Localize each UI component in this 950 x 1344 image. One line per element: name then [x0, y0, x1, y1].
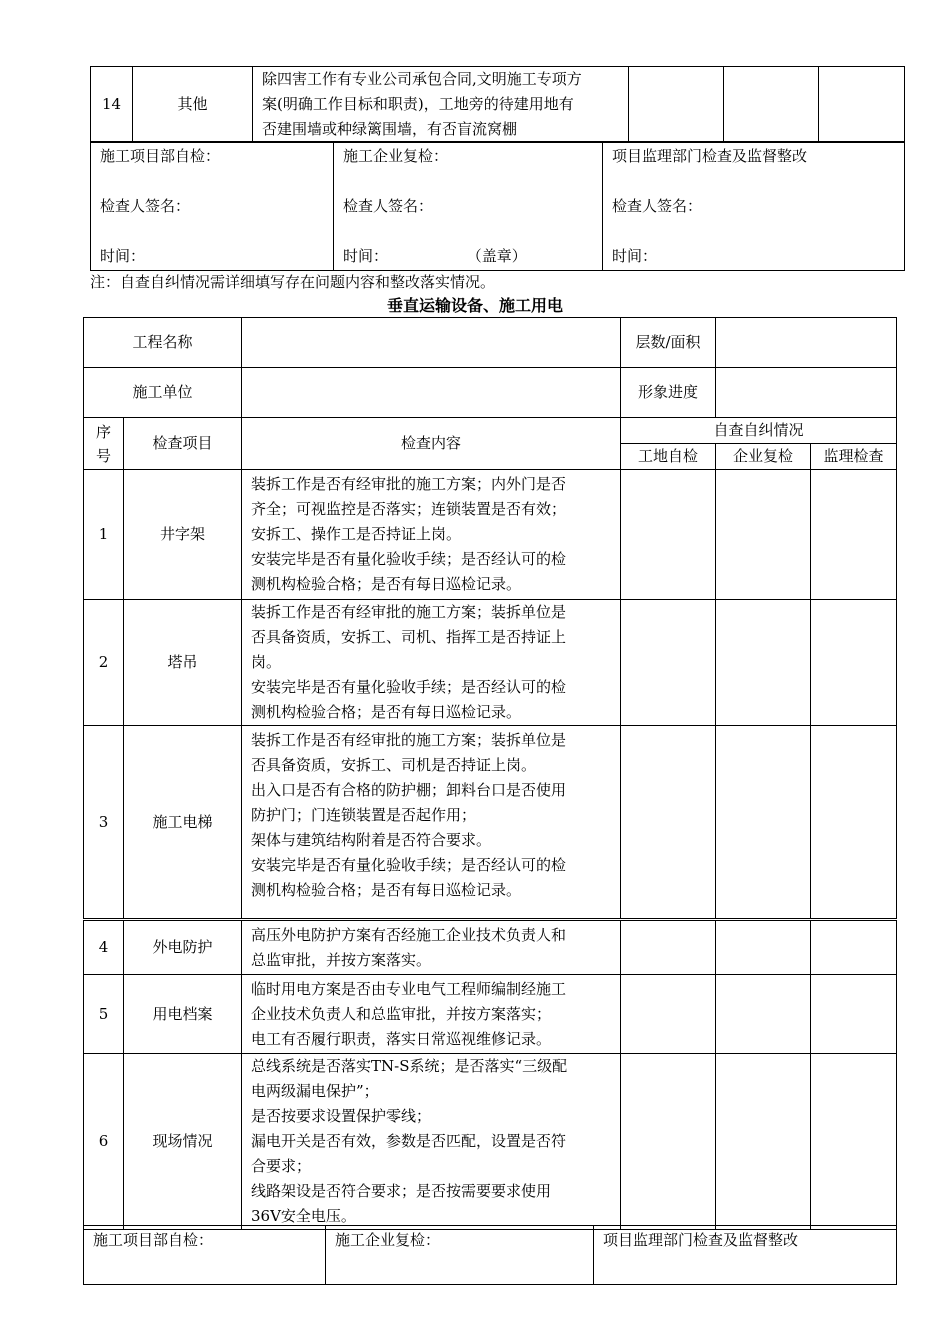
content-line: 高压外电防护方案有否经施工企业技术负责人和 [251, 925, 567, 944]
check-item: 用电档案 [124, 975, 242, 1054]
content-line: 案(明确工作目标和职责)，工地旁的待建用地有 [262, 95, 574, 113]
time-seal-row [343, 244, 593, 268]
project-name-label: 工程名称 [84, 318, 242, 368]
content-line: 防护门；门连锁装置是否起作用； [251, 806, 477, 824]
content-line: 电工有否履行职责，落实日常巡视维修记录。 [251, 1029, 552, 1048]
table-row [84, 368, 897, 418]
table-row [84, 726, 897, 920]
site-check-cell[interactable] [621, 920, 716, 975]
row-number: 5 [84, 975, 124, 1054]
content-line: 否具备资质，安拆工、司机是否持证上岗。 [251, 756, 537, 774]
site-check-cell[interactable] [621, 726, 716, 920]
supervisor-check-cell[interactable] [811, 600, 897, 726]
site-check-cell[interactable] [621, 470, 716, 600]
content-line: 电两级漏电保护”； [251, 1082, 379, 1100]
company-check-cell[interactable] [724, 67, 819, 143]
supervisor-check-cell[interactable] [811, 975, 897, 1054]
check-item: 其他 [133, 67, 253, 143]
row-number: 6 [84, 1054, 124, 1230]
construction-unit-label: 施工单位 [84, 368, 242, 418]
supervisor-check-cell[interactable] [811, 920, 897, 975]
company-recheck-label: 施工企业复检： [335, 1231, 441, 1249]
company-check-cell[interactable] [716, 470, 811, 600]
check-item: 现场情况 [124, 1054, 242, 1230]
content-line: 总监审批，并按方案落实。 [251, 950, 432, 969]
construction-unit-value[interactable] [242, 368, 621, 418]
content-line: 出入口是否有合格的防护棚；卸料台口是否使用 [251, 781, 567, 799]
check-item: 施工电梯 [124, 726, 242, 920]
check-content [242, 920, 621, 975]
company-recheck-cell[interactable] [326, 1226, 594, 1285]
content-line: 安装完毕是否有量化验收手续；是否经认可的检 [251, 678, 567, 696]
table-row [84, 470, 897, 600]
check-item: 外电防护 [124, 920, 242, 975]
check-content [242, 1054, 621, 1230]
content-line: 线路架设是否符合要求；是否按需要要求使用 [251, 1182, 552, 1200]
content-line: 安装完毕是否有量化验收手续；是否经认可的检 [251, 550, 567, 568]
seq-header [84, 418, 124, 470]
project-self-check-cell[interactable] [84, 1226, 326, 1285]
time-label: 时间： [100, 247, 146, 265]
check-item: 井字架 [124, 470, 242, 600]
content-line: 否具备资质，安拆工、司机、指挥工是否持证上 [251, 628, 567, 646]
project-self-check-cell[interactable] [91, 142, 334, 271]
table-row [84, 318, 897, 368]
self-check-header: 自查自纠情况 [621, 418, 897, 444]
check-content [242, 470, 621, 600]
content-line: 36V安全电压。 [251, 1207, 356, 1225]
content-line: 岗。 [251, 653, 282, 671]
content-line: 安拆工、操作工是否持证上岗。 [251, 525, 462, 543]
site-check-cell[interactable] [629, 67, 724, 143]
company-check-cell[interactable] [716, 1054, 811, 1230]
supervisor-check-cell[interactable] [819, 67, 905, 143]
row-number: 4 [84, 920, 124, 975]
check-item-header: 检查项目 [124, 418, 242, 470]
time-label: 时间： [343, 247, 389, 265]
row-number: 2 [84, 600, 124, 726]
content-line: 测机构检验合格；是否有每日巡检记录。 [251, 575, 522, 593]
table-row [91, 67, 905, 143]
supervisor-check-header: 监理检查 [811, 444, 897, 470]
company-check-cell[interactable] [716, 920, 811, 975]
row-number: 3 [84, 726, 124, 920]
company-check-cell[interactable] [716, 726, 811, 920]
table-row [84, 1054, 897, 1230]
check-content [242, 726, 621, 920]
inspection-table [83, 317, 897, 1230]
company-check-cell[interactable] [716, 975, 811, 1054]
supervisor-check-cell[interactable] [811, 470, 897, 600]
content-line: 装拆工作是否有经审批的施工方案；内外门是否 [251, 475, 567, 493]
content-line: 否建围墙或种绿篱围墙，有否盲流窝棚 [262, 120, 518, 138]
check-content [242, 600, 621, 726]
signature-block-top [90, 141, 905, 271]
site-check-cell[interactable] [621, 1054, 716, 1230]
content-line: 总线系统是否落实TN-S系统；是否落实“三级配 [251, 1057, 568, 1075]
supervisor-check-cell[interactable] [811, 726, 897, 920]
seq-header-char: 序号 [96, 422, 112, 465]
check-item: 塔吊 [124, 600, 242, 726]
supervision-label: 项目监理部门检查及监督整改 [612, 147, 808, 165]
section-title: 垂直运输设备、施工用电 [386, 296, 563, 315]
table-header-row [84, 418, 897, 444]
time-label: 时间： [612, 247, 658, 265]
supervision-cell[interactable] [594, 1226, 897, 1285]
content-line: 临时用电方案是否由专业电气工程师编制经施工 [251, 979, 567, 998]
content-line: 装拆工作是否有经审批的施工方案；装拆单位是 [251, 731, 567, 749]
signature-block-bottom [83, 1225, 897, 1285]
row-number: 14 [91, 67, 133, 143]
supervision-label: 项目监理部门检查及监督整改 [603, 1231, 799, 1249]
site-check-header: 工地自检 [621, 444, 716, 470]
content-line: 企业技术负责人和总监审批，并按方案落实； [251, 1004, 552, 1023]
floors-area-label: 层数/面积 [621, 318, 716, 368]
content-line: 装拆工作是否有经审批的施工方案；装拆单位是 [251, 603, 567, 621]
floors-area-value[interactable] [716, 318, 897, 368]
project-self-check-label: 施工项目部自检： [100, 147, 221, 165]
company-check-cell[interactable] [716, 600, 811, 726]
supervision-cell[interactable] [603, 142, 905, 271]
supervisor-check-cell[interactable] [811, 1054, 897, 1230]
progress-value[interactable] [716, 368, 897, 418]
project-self-check-label: 施工项目部自检： [93, 1231, 214, 1249]
note-text: 注：自查自纠情况需详细填写存在问题内容和整改落实情况。 [90, 273, 496, 291]
content-line: 合要求； [251, 1157, 312, 1175]
company-recheck-cell[interactable] [334, 142, 603, 271]
content-line: 齐全；可视监控是否落实；连锁装置是否有效； [251, 500, 567, 518]
company-recheck-label: 施工企业复检： [343, 147, 449, 165]
project-name-value[interactable] [242, 318, 621, 368]
signer-label: 检查人签名： [100, 197, 191, 215]
content-line: 测机构检验合格；是否有每日巡检记录。 [251, 881, 522, 899]
check-content [242, 975, 621, 1054]
content-line: 测机构检验合格；是否有每日巡检记录。 [251, 703, 522, 721]
company-check-header: 企业复检 [716, 444, 811, 470]
content-line: 安装完毕是否有量化验收手续；是否经认可的检 [251, 856, 567, 874]
row-number: 1 [84, 470, 124, 600]
content-line: 除四害工作有专业公司承包合同,文明施工专项方 [262, 70, 582, 88]
content-line: 漏电开关是否有效，参数是否匹配，设置是否符 [251, 1132, 567, 1150]
seal-label: （盖章） [466, 247, 527, 265]
table-row [84, 975, 897, 1054]
check-content-header: 检查内容 [242, 418, 621, 470]
signer-label: 检查人签名： [612, 197, 703, 215]
table-row [84, 920, 897, 975]
check-content [253, 67, 629, 143]
site-check-cell[interactable] [621, 975, 716, 1054]
content-line: 架体与建筑结构附着是否符合要求。 [251, 831, 492, 849]
top-check-table [90, 66, 905, 143]
table-row [84, 600, 897, 726]
content-line: 是否按要求设置保护零线； [251, 1107, 432, 1125]
signer-label: 检查人签名： [343, 197, 434, 215]
site-check-cell[interactable] [621, 600, 716, 726]
progress-label: 形象进度 [621, 368, 716, 418]
